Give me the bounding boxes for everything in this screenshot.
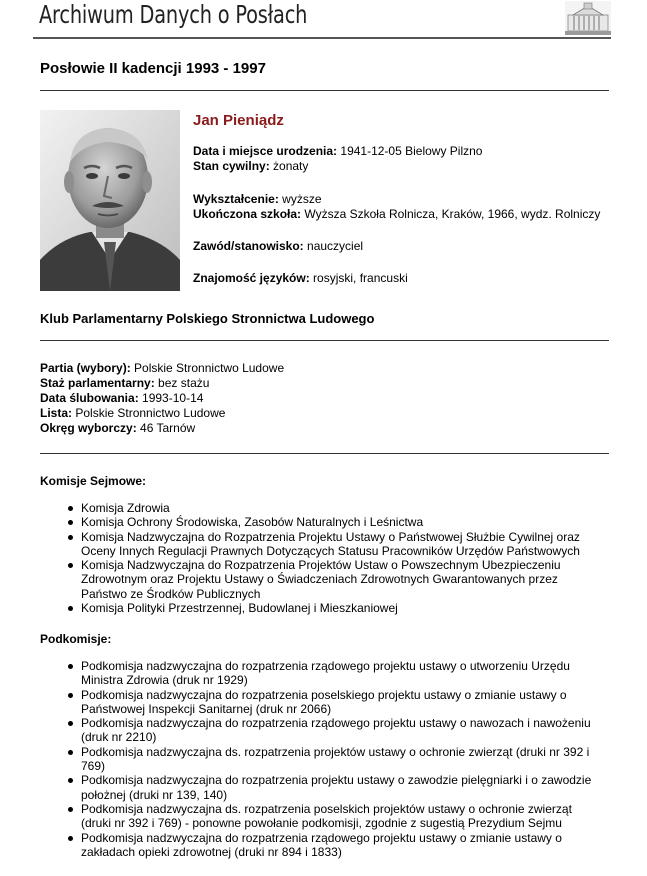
list-label: Lista: [40, 406, 73, 420]
occupation-value: nauczyciel [307, 239, 364, 253]
school-row [193, 207, 600, 222]
seniority-row [40, 376, 209, 391]
oath-row [40, 391, 203, 406]
district-value: 46 Tarnów [140, 421, 196, 435]
district-row [40, 421, 195, 436]
birth-row [193, 144, 482, 159]
birth-value: 1941-12-05 Bielowy Pilzno [340, 144, 483, 158]
list-item: Komisja Zdrowia [64, 501, 604, 515]
list-item: Podkomisja nadzwyczajna do rozpatrzenia projektu ustawy o zawodzie pielęgniarki i o zawodzie położnej (druki nr 139, 140) [64, 773, 594, 802]
portrait-photo [40, 110, 180, 291]
list-item: Komisja Nadzwyczajna do Rozpatrzenia Projektu Ustawy o Państwowej Służbie Cywilnej oraz Oceny Innych Regulacji Prawnych Dotyczących Statusu Pracowników Urzędów Państwowych [64, 530, 604, 559]
header-divider [33, 37, 611, 39]
marital-label: Stan cywilny: [193, 159, 270, 173]
seniority-label: Staż parlamentarny: [40, 376, 155, 390]
list-item: Podkomisja nadzwyczajna ds. rozpatrzenia poselskich projektów ustawy o ochronie zwierząt (druki nr 392 i 769) - ponowne powołanie podkomisji, zgodnie z sugestią Prezydium Sejmu [64, 802, 594, 831]
list-item: Podkomisja nadzwyczajna do rozpatrzenia rządowego projektu ustawy o nawozach i nawożeniu (druk nr 2210) [64, 716, 594, 745]
school-value: Wyższa Szkoła Rolnicza, Kraków, 1966, wydz. Rolniczy [304, 207, 601, 221]
committees-list [64, 501, 604, 615]
languages-label: Znajomość języków: [193, 271, 310, 285]
school-label: Ukończona szkoła: [193, 207, 302, 221]
education-row [193, 192, 322, 207]
party-row [40, 361, 284, 376]
site-header [33, 0, 611, 38]
parliamentary-club: Klub Parlamentarny Polskiego Stronnictwa Ludowego [40, 311, 375, 326]
list-item: Komisja Nadzwyczajna do Rozpatrzenia Projektów Ustaw o Powszechnym Ubezpieczeniu Zdrowotnym oraz Projektu Ustawy o Świadczeniach Zdrowotnych Gwarantowanych przez Państwo ze Środków Publicznych [64, 558, 604, 601]
birth-label: Data i miejsce urodzenia: [193, 144, 338, 158]
subcommittees-list [64, 659, 594, 859]
occupation-label: Zawód/stanowisko: [193, 239, 304, 253]
marital-value: żonaty [273, 159, 309, 173]
seniority-value: bez stażu [158, 376, 210, 390]
page-title: Posłowie II kadencji 1993 - 1997 [40, 60, 266, 77]
occupation-row [193, 239, 363, 254]
oath-value: 1993-10-14 [142, 391, 204, 405]
marital-row [193, 159, 308, 174]
oath-label: Data ślubowania: [40, 391, 139, 405]
languages-row [193, 271, 408, 286]
committees-heading: Komisje Sejmowe: [40, 474, 147, 488]
list-item: Komisja Ochrony Środowiska, Zasobów Naturalnych i Leśnictwa [64, 515, 604, 529]
list-item: Komisja Polityki Przestrzennej, Budowlanej i Mieszkaniowej [64, 601, 604, 615]
divider [40, 90, 609, 91]
party-value: Polskie Stronnictwo Ludowe [134, 361, 285, 375]
site-title[interactable]: Archiwum Danych o Posłach [39, 0, 308, 29]
list-item: Podkomisja nadzwyczajna do rozpatrzenia rządowego projektu ustawy o utworzeniu Urzędu Ministra Zdrowia (druk nr 1929) [64, 659, 594, 688]
education-value: wyższe [282, 192, 322, 206]
list-item: Podkomisja nadzwyczajna do rozpatrzenia rządowego projektu ustawy o zmianie ustawy o zakładach opieki zdrowotnej (druki nr 894 i 1833) [64, 831, 594, 860]
divider [40, 340, 609, 341]
parliament-building-icon[interactable] [565, 1, 611, 35]
party-label: Partia (wybory): [40, 361, 131, 375]
list-value: Polskie Stronnictwo Ludowe [75, 406, 226, 420]
education-label: Wykształcenie: [193, 192, 279, 206]
list-item: Podkomisja nadzwyczajna do rozpatrzenia poselskiego projektu ustawy o zmianie ustawy o Państwowej Inspekcji Sanitarnej (druk nr 2066) [64, 688, 594, 717]
person-name: Jan Pieniądz [193, 112, 284, 129]
list-row [40, 406, 225, 421]
languages-value: rosyjski, francuski [313, 271, 408, 285]
district-label: Okręg wyborczy: [40, 421, 137, 435]
list-item: Podkomisja nadzwyczajna ds. rozpatrzenia projektów ustawy o ochronie zwierząt (druki nr 392 i 769) [64, 745, 594, 774]
divider [40, 453, 609, 454]
subcommittees-heading: Podkomisje: [40, 632, 112, 646]
